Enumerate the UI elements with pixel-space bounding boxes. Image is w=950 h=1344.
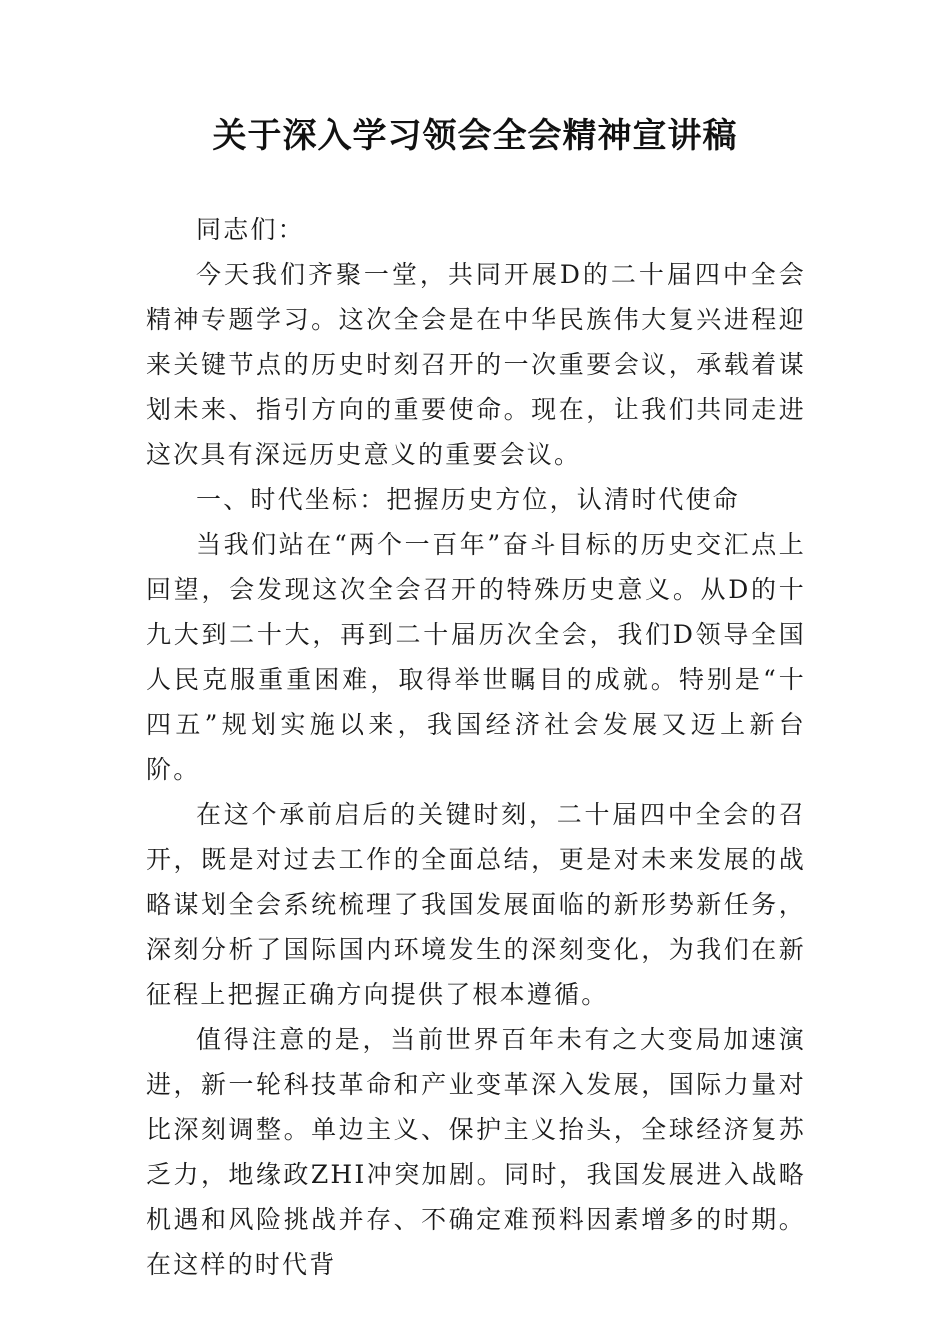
paragraph-global-context: 值得注意的是，当前世界百年未有之大变局加速演进，新一轮科技革命和产业变革深入发展，国际力量对比深刻调整。单边主义、保护主义抬头，全球经济复苏乏力，地缘政ZHI冲突加剧。同时，我国发展进入战略机遇和风险挑战并存、不确定难预料因素增多的时期。在这样的时代背: [146, 1025, 806, 1279]
paragraph-history: 当我们站在“两个一百年”奋斗目标的历史交汇点上回望，会发现这次全会召开的特殊历史意义。从D的十九大到二十大，再到二十届历次全会，我们D领导全国人民克服重重困难，取得举世瞩目的成就。特别是“十四五”规划实施以来，我国经济社会发展又迈上新台阶。: [146, 530, 806, 784]
section-heading-1: 一、时代坐标：把握历史方位，认清时代使命: [196, 485, 741, 514]
paragraph-key-moment: 在这个承前启后的关键时刻，二十届四中全会的召开，既是对过去工作的全面总结，更是对未来发展的战略谋划全会系统梳理了我国发展面临的新形势新任务，深刻分析了国际国内环境发生的深刻变化，为我们在新征程上把握正确方向提供了根本遵循。: [146, 800, 806, 1009]
paragraph-intro: 今天我们齐聚一堂，共同开展D的二十届四中全会精神专题学习。这次全会是在中华民族伟大复兴进程迎来关键节点的历史时刻召开的一次重要会议，承载着谋划未来、指引方向的重要使命。现在，让我们共同走进这次具有深远历史意义的重要会议。: [146, 260, 806, 469]
paragraph-salutation: 同志们：: [196, 215, 305, 244]
document-body: [146, 207, 806, 1287]
document-title: 关于深入学习领会全会精神宣讲稿: [212, 116, 738, 156]
